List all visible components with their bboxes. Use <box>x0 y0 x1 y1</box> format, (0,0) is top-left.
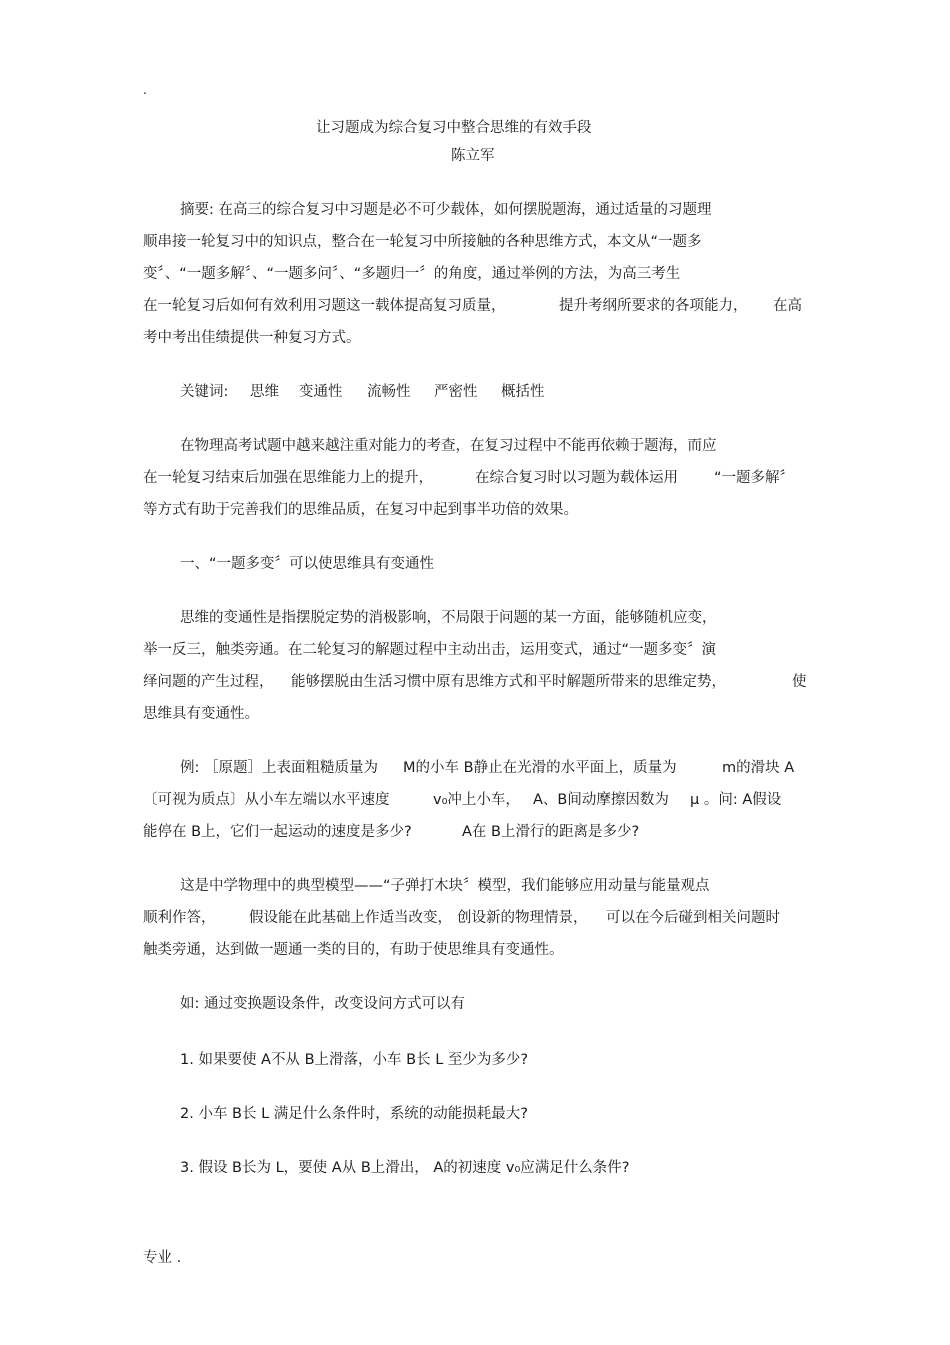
example-line: 〔可视为质点〕从小车左端以水平速度 <box>143 792 390 808</box>
section-line: 绎问题的产生过程， <box>143 674 274 690</box>
question-item: 2. 小车 B长 L 满足什么条件时，系统的动能损耗最大? <box>180 1106 528 1122</box>
question-item: 1. 如果要使 A不从 B上滑落，小车 B长 L 至少为多少? <box>180 1052 529 1068</box>
section-line: 举一反三，触类旁通。在二轮复习的解题过程中主动出击，运用变式，通过“一题多变〞演 <box>143 642 717 658</box>
variation-intro: 如: 通过变换题设条件，改变设问方式可以有 <box>180 996 465 1012</box>
example-line: 能停在 B上，它们一起运动的速度是多少? <box>143 824 412 840</box>
abstract-line: 变〞、“一题多解〞、“一题多问〞、“多题归一〞的角度，通过举例的方法，为高三考生 <box>143 266 681 282</box>
model-line: 触类旁通，达到做一题通一类的目的，有助于使思维具有变通性。 <box>143 942 564 958</box>
intro-line: 在综合复习时以习题为载体运用 <box>475 470 678 486</box>
example-line: μ 。问: A假设 <box>690 792 782 808</box>
abstract-line: 考中考出佳绩提供一种复习方式。 <box>143 330 361 346</box>
example-line: m的滑块 A <box>722 760 795 776</box>
header-mark: . <box>143 83 147 97</box>
keywords-label: 关键词: <box>180 384 229 400</box>
keyword-item: 概括性 <box>501 384 545 400</box>
document-author: 陈立军 <box>451 148 495 164</box>
intro-line: “一题多解〞 <box>714 470 795 486</box>
example-line: A、B间动摩擦因数为 <box>533 792 669 808</box>
page-footer: 专业 . <box>143 1250 182 1266</box>
intro-line: 在物理高考试题中越来越注重对能力的考查，在复习过程中不能再依赖于题海，而应 <box>180 438 717 454</box>
section-line: 使 <box>792 674 807 690</box>
example-line: 例: ［原题］上表面粗糙质量为 <box>180 760 378 776</box>
model-line: 假设能在此基础上作适当改变， <box>249 910 452 926</box>
abstract-line: 摘要: 在高三的综合复习中习题是必不可少载体，如何摆脱题海，通过适量的习题理 <box>180 202 712 218</box>
section-heading: 一、“一题多变〞可以使思维具有变通性 <box>180 556 435 572</box>
model-line: 这是中学物理中的典型模型——“子弹打木块〞模型，我们能够应用动量与能量观点 <box>180 878 710 894</box>
section-line: 能够摆脱由生活习惯中原有思维方式和平时解题所带来的思维定势， <box>291 674 726 690</box>
example-line: M的小车 B静止在光滑的水平面上，质量为 <box>403 760 677 776</box>
abstract-line: 顺串接一轮复习中的知识点，整合在一轮复习中所接触的各种思维方式，本文从“一题多 <box>143 234 702 250</box>
model-line: 可以在今后碰到相关问题时 <box>606 910 780 926</box>
model-line: 顺利作答， <box>143 910 216 926</box>
section-line: 思维具有变通性。 <box>143 706 259 722</box>
keyword-item: 严密性 <box>434 384 478 400</box>
example-line: v₀冲上小车， <box>433 792 520 808</box>
abstract-line: 在一轮复习后如何有效利用习题这一载体提高复习质量， <box>143 298 506 314</box>
keyword-item: 思维 <box>250 384 279 400</box>
question-item: 3. 假设 B长为 L，要使 A从 B上滑出， A的初速度 v₀应满足什么条件? <box>180 1160 630 1176</box>
keyword-item: 流畅性 <box>367 384 411 400</box>
abstract-line: 提升考纲所要求的各项能力， <box>559 298 748 314</box>
intro-line: 等方式有助于完善我们的思维品质，在复习中起到事半功倍的效果。 <box>143 502 578 518</box>
document-title: 让习题成为综合复习中整合思维的有效手段 <box>316 120 592 136</box>
keyword-item: 变通性 <box>299 384 343 400</box>
example-line: A在 B上滑行的距离是多少? <box>462 824 640 840</box>
model-line: 创设新的物理情景， <box>457 910 588 926</box>
intro-line: 在一轮复习结束后加强在思维能力上的提升， <box>143 470 433 486</box>
section-line: 思维的变通性是指摆脱定势的消极影响，不局限于问题的某一方面，能够随机应变， <box>180 610 717 626</box>
abstract-line: 在高 <box>773 298 802 314</box>
